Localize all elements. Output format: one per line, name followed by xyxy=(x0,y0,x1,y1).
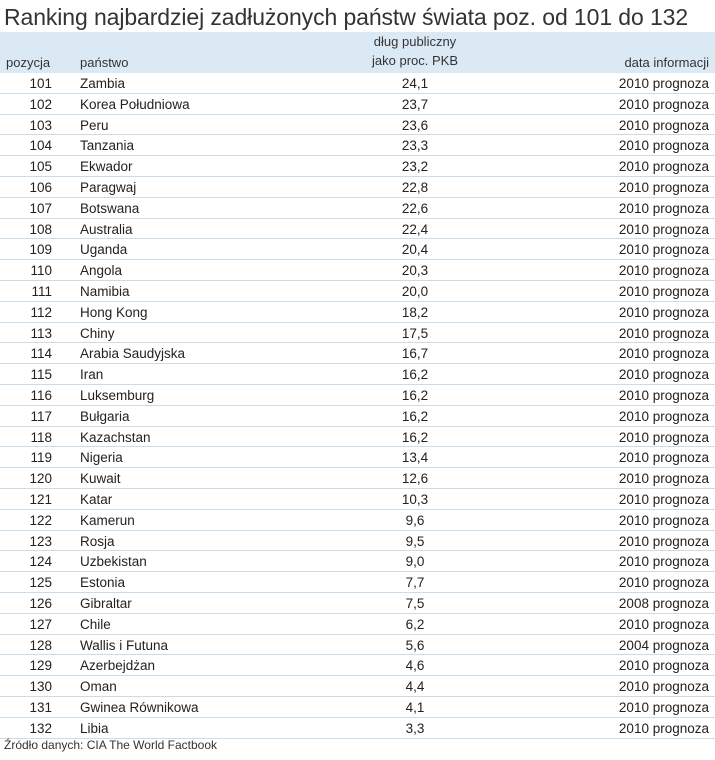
cell-debt: 20,0 xyxy=(401,283,429,299)
cell-date: 2010 prognoza xyxy=(618,429,709,445)
cell-date: 2010 prognoza xyxy=(618,221,709,237)
cell-date: 2010 prognoza xyxy=(618,491,709,507)
column-header-country: państwo xyxy=(80,55,129,70)
cell-date: 2010 prognoza xyxy=(618,679,709,695)
cell-debt: 7,5 xyxy=(405,595,425,611)
cell-country: Korea Południowa xyxy=(80,96,190,112)
ranking-table xyxy=(0,32,715,739)
table-row xyxy=(0,531,715,552)
cell-date: 2010 prognoza xyxy=(618,616,709,632)
cell-date: 2010 prognoza xyxy=(618,117,709,133)
cell-date: 2010 prognoza xyxy=(618,512,709,528)
table-row xyxy=(0,468,715,489)
cell-position: 109 xyxy=(29,242,52,258)
cell-country: Angola xyxy=(80,263,123,279)
cell-country: Hong Kong xyxy=(80,304,148,320)
table-row xyxy=(0,489,715,510)
cell-country: Estonia xyxy=(80,575,126,591)
cell-debt: 5,6 xyxy=(405,637,425,653)
cell-date: 2010 prognoza xyxy=(618,325,709,341)
cell-date: 2010 prognoza xyxy=(618,720,709,736)
cell-country: Gibraltar xyxy=(80,595,132,611)
table-row xyxy=(0,635,715,656)
cell-position: 132 xyxy=(29,720,52,736)
table-row xyxy=(0,385,715,406)
table-row xyxy=(0,219,715,240)
cell-date: 2008 prognoza xyxy=(618,595,709,611)
cell-country: Peru xyxy=(80,117,109,133)
cell-position: 126 xyxy=(29,595,52,611)
table-row xyxy=(0,364,715,385)
cell-position: 113 xyxy=(30,325,52,341)
cell-position: 114 xyxy=(30,346,52,362)
table-row xyxy=(0,447,715,468)
cell-date: 2010 prognoza xyxy=(618,387,709,403)
cell-debt: 20,4 xyxy=(401,242,429,258)
cell-debt: 6,2 xyxy=(405,616,425,632)
cell-country: Gwinea Równikowa xyxy=(80,699,199,715)
cell-country: Chiny xyxy=(80,325,115,341)
cell-date: 2010 prognoza xyxy=(618,346,709,362)
table-row xyxy=(0,343,715,364)
cell-date: 2010 prognoza xyxy=(618,283,709,299)
cell-position: 102 xyxy=(29,96,52,112)
cell-debt: 16,2 xyxy=(401,429,429,445)
cell-country: Tanzania xyxy=(80,138,135,154)
page-title: Ranking najbardziej zadłużonych państw świata poz. od 101 do 132 xyxy=(4,4,689,30)
cell-debt: 23,2 xyxy=(401,159,429,175)
cell-debt: 9,6 xyxy=(405,512,425,528)
cell-position: 119 xyxy=(30,450,52,466)
table-header xyxy=(0,32,715,73)
cell-date: 2010 prognoza xyxy=(618,76,709,91)
table-row xyxy=(0,73,715,94)
cell-position: 129 xyxy=(29,658,52,674)
cell-country: Botswana xyxy=(80,200,140,216)
cell-country: Australia xyxy=(80,221,133,237)
cell-position: 120 xyxy=(29,471,52,487)
cell-position: 121 xyxy=(29,491,52,507)
cell-position: 111 xyxy=(31,283,52,299)
cell-position: 124 xyxy=(29,554,52,570)
cell-country: Namibia xyxy=(80,283,130,299)
cell-country: Arabia Saudyjska xyxy=(80,346,186,362)
cell-country: Kazachstan xyxy=(80,429,151,445)
cell-date: 2010 prognoza xyxy=(618,159,709,175)
cell-debt: 16,2 xyxy=(401,387,429,403)
cell-debt: 12,6 xyxy=(401,471,429,487)
cell-position: 104 xyxy=(29,138,52,154)
table-row xyxy=(0,406,715,427)
cell-date: 2010 prognoza xyxy=(618,200,709,216)
cell-debt: 22,4 xyxy=(401,221,429,237)
cell-position: 131 xyxy=(29,699,52,715)
cell-position: 116 xyxy=(30,387,52,403)
cell-date: 2004 prognoza xyxy=(618,637,709,653)
cell-date: 2010 prognoza xyxy=(618,179,709,195)
table-row xyxy=(0,718,715,739)
table-row xyxy=(0,198,715,219)
cell-debt: 24,1 xyxy=(401,76,429,91)
cell-country: Ekwador xyxy=(80,159,133,175)
cell-country: Bułgaria xyxy=(80,408,130,424)
cell-position: 128 xyxy=(29,637,52,653)
cell-debt: 16,2 xyxy=(401,408,429,424)
table-row xyxy=(0,655,715,676)
cell-debt: 7,7 xyxy=(405,575,425,591)
table-row xyxy=(0,239,715,260)
cell-date: 2010 prognoza xyxy=(618,96,709,112)
cell-debt: 22,6 xyxy=(401,200,429,216)
table-row xyxy=(0,551,715,572)
table-row xyxy=(0,510,715,531)
cell-debt: 20,3 xyxy=(401,263,429,279)
cell-country: Chile xyxy=(80,616,111,632)
cell-position: 123 xyxy=(29,533,52,549)
cell-debt: 23,3 xyxy=(401,138,429,154)
column-header-position: pozycja xyxy=(6,55,51,70)
cell-debt: 18,2 xyxy=(401,304,429,320)
cell-position: 108 xyxy=(29,221,52,237)
table-row xyxy=(0,115,715,136)
table-row xyxy=(0,302,715,323)
cell-date: 2010 prognoza xyxy=(618,533,709,549)
table-row xyxy=(0,697,715,718)
cell-country: Nigeria xyxy=(80,450,123,466)
table-row xyxy=(0,323,715,344)
cell-position: 118 xyxy=(30,429,52,445)
cell-position: 122 xyxy=(29,512,52,528)
table-row xyxy=(0,572,715,593)
cell-debt: 17,5 xyxy=(401,325,429,341)
cell-position: 101 xyxy=(29,76,52,91)
cell-country: Luksemburg xyxy=(80,387,155,403)
cell-position: 106 xyxy=(29,179,52,195)
cell-debt: 23,6 xyxy=(401,117,429,133)
cell-debt: 9,0 xyxy=(405,554,425,570)
cell-country: Iran xyxy=(80,367,104,383)
cell-position: 103 xyxy=(29,117,52,133)
column-header-debt xyxy=(350,32,480,70)
cell-country: Zambia xyxy=(80,76,126,91)
cell-position: 107 xyxy=(29,200,52,216)
cell-country: Kuwait xyxy=(80,471,121,487)
cell-country: Uzbekistan xyxy=(80,554,147,570)
cell-country: Oman xyxy=(80,679,117,695)
cell-debt: 4,4 xyxy=(405,679,425,695)
cell-date: 2010 prognoza xyxy=(618,242,709,258)
column-header-date: data informacji xyxy=(624,55,709,70)
table-row xyxy=(0,135,715,156)
cell-debt: 3,3 xyxy=(405,720,425,736)
table-row xyxy=(0,156,715,177)
cell-debt: 4,6 xyxy=(405,658,425,674)
cell-date: 2010 prognoza xyxy=(618,554,709,570)
cell-date: 2010 prognoza xyxy=(618,699,709,715)
cell-date: 2010 prognoza xyxy=(618,367,709,383)
source-note: Źródło danych: CIA The World Factbook xyxy=(4,738,217,752)
cell-date: 2010 prognoza xyxy=(618,471,709,487)
cell-debt: 22,8 xyxy=(401,179,429,195)
cell-position: 110 xyxy=(30,263,52,279)
cell-position: 125 xyxy=(29,575,52,591)
cell-country: Libia xyxy=(80,720,109,736)
table-row xyxy=(0,614,715,635)
cell-country: Paragwaj xyxy=(80,179,137,195)
cell-debt: 13,4 xyxy=(401,450,429,466)
cell-debt: 10,3 xyxy=(401,491,429,507)
cell-date: 2010 prognoza xyxy=(618,575,709,591)
table-body xyxy=(0,73,715,739)
table-row xyxy=(0,260,715,281)
table-row xyxy=(0,427,715,448)
cell-position: 127 xyxy=(29,616,52,632)
cell-country: Wallis i Futuna xyxy=(80,637,169,653)
cell-country: Rosja xyxy=(80,533,115,549)
cell-position: 130 xyxy=(29,679,52,695)
table-row xyxy=(0,593,715,614)
cell-debt: 23,7 xyxy=(401,96,429,112)
cell-debt: 4,1 xyxy=(405,699,425,715)
cell-position: 105 xyxy=(29,159,52,175)
cell-country: Katar xyxy=(80,491,113,507)
cell-country: Uganda xyxy=(80,242,128,258)
cell-date: 2010 prognoza xyxy=(618,263,709,279)
table-row xyxy=(0,281,715,302)
cell-position: 117 xyxy=(30,408,52,424)
cell-debt: 16,7 xyxy=(401,346,429,362)
cell-date: 2010 prognoza xyxy=(618,138,709,154)
cell-position: 112 xyxy=(30,304,52,320)
cell-debt: 9,5 xyxy=(405,533,425,549)
cell-country: Kamerun xyxy=(80,512,135,528)
column-header-debt-line1: dług publiczny xyxy=(373,34,457,49)
table-row xyxy=(0,676,715,697)
cell-debt: 16,2 xyxy=(401,367,429,383)
column-header-debt-line2: jako proc. PKB xyxy=(372,53,458,68)
cell-country: Azerbejdżan xyxy=(80,658,156,674)
table-row xyxy=(0,94,715,115)
cell-date: 2010 prognoza xyxy=(618,408,709,424)
cell-position: 115 xyxy=(30,367,52,383)
table-row xyxy=(0,177,715,198)
cell-date: 2010 prognoza xyxy=(618,304,709,320)
cell-date: 2010 prognoza xyxy=(618,658,709,674)
cell-date: 2010 prognoza xyxy=(618,450,709,466)
